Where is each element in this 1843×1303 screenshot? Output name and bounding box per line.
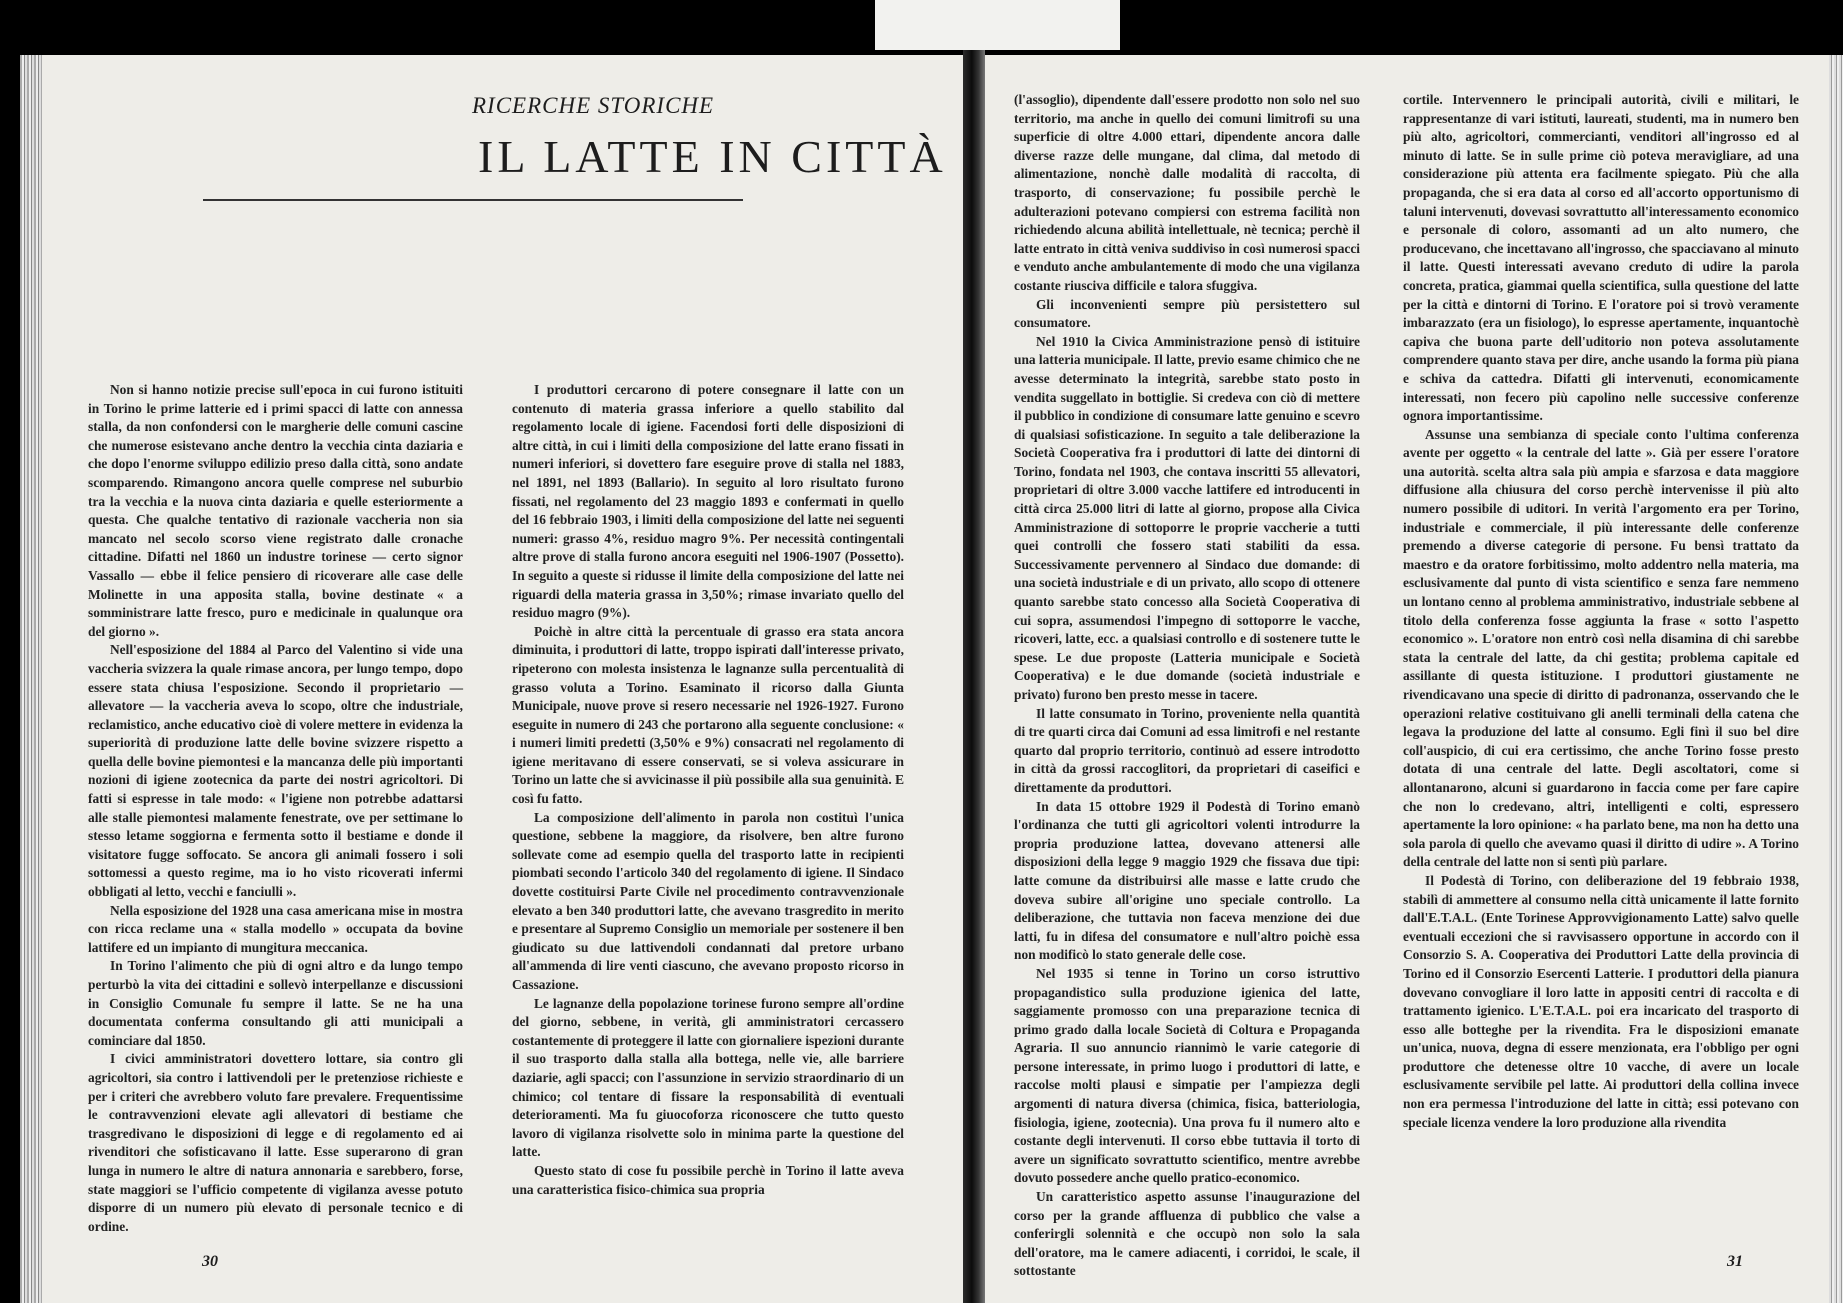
section-label: RICERCHE STORICHE: [472, 93, 715, 118]
paragraph: Questo stato di cose fu possibile perchè in Torino il latte aveva una caratteristica fisico-chimica sua propria: [512, 1162, 904, 1197]
title-rule: [203, 199, 743, 201]
paragraph: Il latte consumato in Torino, proveniente nella quantità di tre quarti circa dai Comuni ad essa limitrofi e nel restante quarto dal proprio territorio, continuò ad essere introdotto in città da grossi raccoglitori, da proprietari di caseifici e direttamente da produttori.: [1014, 705, 1360, 795]
article-title: IL LATTE IN CITTÀ: [478, 131, 947, 182]
paragraph: (l'assoglio), dipendente dall'essere prodotto non solo nel suo territorio, ma anche in quello dei comuni limitrofi su una superficie di oltre 4.000 ettari, dipendente ancora dalle diverse razze delle mungane, dal clima, dal metodo di alimentazione, nonchè dalle modalità di raccolta, di trasporto, di conservazione; fu possibile perchè le adulterazioni potevano compiersi con estrema facilità non richiedendo alcuna abilità intellettuale, nè tecnica; perchè il latte entrato in città veniva suddiviso in così numerosi spacci e venduto anche ambulantemente di modo che una vigilanza costante riusciva difficile e talora sfuggiva.: [1014, 92, 1360, 293]
paragraph: La composizione dell'alimento in parola non costituì l'unica questione, sebbene la maggiore, da risolvere, ben altre furono sollevate come ad esempio quella del trasporto latte in recipienti piombati secondo l'articolo 340 del regolamento di igiene. Il Sindaco dovette costituirsi Parte Civile nel procedimento contravvenzionale elevato a ben 340 produttori latte, che avevano trasgredito in merito e presentare al Supremo Consiglio un memoriale per sostenere il ben giudicato su due lattivendoli condannati dal pretore urbano all'ammenda di lire venti ciascuno, che avevano proposto ricorso in Cassazione.: [512, 809, 904, 992]
paragraph: In Torino l'alimento che più di ogni altro e da lungo tempo perturbò la vita dei cittadini e sollevò interpellanze e discussioni in Consiglio Comunale fu sempre il latte. Se ne ha una documentata conferma consultando gli atti municipali a cominciare dal 1850.: [88, 958, 463, 1048]
paragraph: Nella esposizione del 1928 una casa americana mise in mostra con ricca reclame una « stalla modello » occupata da bovine lattifere ed un impianto di mungitura meccanica.: [88, 902, 463, 955]
paragraph: Nell'esposizione del 1884 al Parco del Valentino si vide una vaccheria svizzera la quale rimase ancora, per lungo tempo, dopo essere stata chiusa l'esposizione. Secondo il proprietario — allevatore — la vaccheria aveva lo scopo, oltre che industriale, reclamistico, anche educativo cioè di volere mettere in evidenza la superiorità di produzione latte delle bovine svizzere rispetto a quella delle bovine piemontesi e la mancanza delle più importanti nozioni di igiene zootecnica da parte dei nostri agricoltori. Di fatti si espresse in tale modo: « l'igiene non potrebbe adattarsi alle stalle piemontesi malamente fenestrate, ove per settimane lo stesso letame soggiorna e fermenta sotto il bestiame e donde il visitatore fugge soffocato. Se ancora gli animali fossero i soli sottomessi a questo regime, ma io ho visto ricoverati infermi obbligati al letto, vecchi e fanciulli ».: [88, 642, 463, 900]
paragraph: cortile. Intervennero le principali autorità, civili e militari, le rappresentanze di vari istituti, laureati, studenti, ma in numero ben più alto, agricoltori, commercianti, venditori all'ingrosso ed al minuto di latte. Se in sulle prime ciò poteva meravigliare, ad una considerazione più attenta era facilmente spiegato. Più che alla propaganda, che si era data al corso ed all'accorto opportunismo di taluni intervenuti, dovevasi sovrattutto all'interessamento economico e personale di coloro, assomanti ad un alto numero, che producevano, che incettavano all'ingrosso, che spacciavano al minuto il latte. Questi interessati avevano creduto di udire la parola concreta, pratica, giammai quella scientifica, sulla questione del latte per la città e dintorni di Torino. E l'oratore poi si trovò veramente imbarazzato (era un fisiologo), lo espresse apertamente, inquantochè capiva che buona parte dell'uditorio non poteva assolutamente comprendere quanto stava per dire, anche usando la forma più piana e schiva da cattedra. Difatti gli intervenuti, economicamente interessati, non fecero più capolino nelle successive conferenze ognora importantissime.: [1403, 92, 1799, 424]
paragraph: Poichè in altre città la percentuale di grasso era stata ancora diminuita, i produttori di latte, troppo ispirati dall'interesse privato, ripeterono con molesta insistenza le lagnanze sulla percentualità di grasso voluta a Torino. Esaminato il ricorso dalla Giunta Municipale, nuove prove si resero necessarie nel 1926-1927. Furono eseguite in numero di 243 che portarono alla seguente conclusione: « i numeri limiti predetti (3,50% e 9%) consacrati nel regolamento di igiene meritavano di essere conservati, se si voleva assicurare in Torino un latte che si avvicinasse il più possibile alla sua genuinità. E così fu fatto.: [512, 623, 905, 807]
paragraph: Gli inconvenienti sempre più persistettero sul consumatore.: [1014, 296, 1360, 331]
right-column-2: [1403, 91, 1799, 1132]
paragraph: Nel 1910 la Civica Amministrazione pensò di istituire una latteria municipale. Il latte, previo esame chimico che ne avesse determinato la integrità, sarebbe stato posto in vendita suggellato in bottiglie. Si credeva con ciò di mettere il pubblico in condizione di consumare latte genuino e scevro di qualsiasi sofisticazione. In seguito a tale deliberazione la Società Cooperativa fra i produttori di latte dei dintorni di Torino, fondata nel 1903, che contava inscritti 55 allevatori, proprietari di oltre 3.000 vacche lattifere ed introducenti in città circa 25.000 litri di latte al giorno, propose alla Civica Amministrazione di sottoporre le proprie vaccherie a tutti quei controlli che fossero stati stabiliti da essa. Successivamente pervennero al Sindaco due domande: di una società industriale e di un privato, allo scopo di ottenere quanto sarebbe stato concesso alla Società Cooperativa di cui sopra, assumendosi l'impegno di sottoporre le vacche, ricoveri, latte, ecc. a qualsiasi controllo e di sostenere tutte le spese. Le due proposte (Latteria municipale e Società Cooperativa) e le due domande (società industriale e privato) furono ben presto messe in tacere.: [1014, 333, 1360, 702]
page-number: 30: [202, 1253, 218, 1270]
paragraph: I produttori cercarono di potere consegnare il latte con un contenuto di materia grassa inferiore a quello stabilito dal regolamento locale di igiene. Facendosi forti delle disposizioni di altre città, in cui i limiti della composizione del latte erano fissati in numeri inferiori, si dovettero fare eseguire prove di stalla nel 1883, nel 1891, nel 1893 (Ballario). In seguito al loro risultato furono fissati, nel regolamento del 23 maggio 1893 e confermati in quello del 16 febbraio 1903, i limiti della composizione del latte nei seguenti numeri: grasso 4%, residuo magro 9%. Per necessità contingentali altre prove di stalla furono ancora eseguiti nel 1906-1907 (Possetto). In seguito a queste si ridusse il limite della composizione del latte nei riguardi della materia grassa in 3,50%; rimase invariato quello del residuo magro (9%).: [512, 382, 904, 621]
page-edge: [1829, 55, 1843, 1303]
paragraph: Il Podestà di Torino, con deliberazione del 19 febbraio 1938, stabilì di ammettere al consumo nella città unicamente il latte fornito dall'E.T.A.L. (Ente Torinese Approvvigionamento Latte) salvo quelle eventuali eccezioni che si ravvisassero opportune in accordo con il Consorzio S. A. Cooperativa dei Produttori Latte della provincia di Torino ed il Consorzio Esercenti Latterie. I produttori della pianura dovevano convogliare il loro latte in appositi centri di raccolta e di trattamento igienico. L'E.T.A.L. poi era incaricato del trasporto di esso alle botteghe per la rivendita. Fra le disposizioni emanate un'unica, nuova, degna di essere menzionata, era l'obbligo per ogni produttore che detenesse oltre 10 vacche, di avere un locale esclusivamente servibile pel latte. Ai produttori della collina invece non era permessa l'introduzione del latte in città; essi potevano con speciale licenza vendere la loro produzione alla rivendita: [1403, 872, 1799, 1130]
paragraph: In data 15 ottobre 1929 il Podestà di Torino emanò l'ordinanza che tutti gli agricoltori volenti introdurre la propria produzione lattea, dovevano attenersi alle disposizioni della legge 9 maggio 1929 che fissava due tipi: latte comune da distribuirsi alle masse e latte crudo che doveva subire all'origine uno speciale controllo. La deliberazione, che tuttavia non faceva menzione dei due latti, fu in difesa del consumatore e null'altro poichè essa non modificò lo stato generale delle cose.: [1014, 798, 1360, 963]
page-number: 31: [1727, 1253, 1743, 1270]
right-column-1: [1014, 91, 1360, 1281]
left-column-1: [88, 381, 463, 1236]
left-page: [20, 55, 963, 1303]
paragraph: Non si hanno notizie precise sull'epoca in cui furono istituiti in Torino le prime latterie ed i primi spacci di latte con annessa stalla, da non confondersi con le margherie delle comuni cascine che numerose esistevano anche dentro la vecchia cinta daziaria e che dopo l'enorme sviluppo edilizio preso dalla città, sono andate scomparendo. Rimangono ancora quelle comprese nel suburbio tra la vecchia e la nuova cinta daziaria e quelle esteriormente a questa. Che qualche tentativo di razionale vaccheria non sia mancato nel secolo scorso viene registrato dalle cronache cittadine. Difatti nel 1860 un industre torinese — certo signor Vassallo — ebbe il felice pensiero di ricoverare alle case delle Molinette in una apposita stalla, bovine destinate « a somministrare latte fresco, puro e medicinale in qualunque ora del giorno ».: [88, 382, 463, 639]
left-column-2: [512, 381, 904, 1199]
right-page: [985, 55, 1843, 1303]
paragraph: Nel 1935 si tenne in Torino un corso istruttivo propagandistico sulla produzione igienica del latte, saggiamente promosso con una preparazione tecnica di primo grado dalla locale Società di Coltura e Propaganda Agraria. Il suo annuncio riannimò le varie categorie di persone interessate, in primo luogo i produttori di latte, e raccolse molti plausi e simpatie per l'ampiezza degli argomenti di natura diversa (chimica, fisica, batteriologia, fisiologia, igiene, zootecnia). Una prova fu il numero alto e costante degli intervenuti. Il corso ebbe tuttavia il torto di avere un significato sovrattutto scientifico, mentre avrebbe dovuto possedere anche quello pratico-economico.: [1014, 965, 1360, 1186]
scan-background: [875, 0, 1120, 50]
page-edge: [20, 55, 42, 1303]
paragraph: Le lagnanze della popolazione torinese furono sempre all'ordine del giorno, sebbene, in verità, gli amministratori cercassero costantemente di proteggere il latte con giornaliere ispezioni durante il suo trasporto dalla stalla alla bottega, nelle vie, alle barriere daziarie, agli spacci; con l'assunzione in servizio straordinario di un chimico; col tentare di fissare la responsabilità di eventuali deterioramenti. Ma fu giuocoforza riconoscere che tutto questo lavoro di vigilanza risolvette solo in minima parte la questione del latte.: [512, 995, 904, 1160]
paragraph: Assunse una sembianza di speciale conto l'ultima conferenza avente per oggetto « la centrale del latte ». Già per essere l'oratore una autorità. scelta altra sala più ampia e sfarzosa e data maggiore diffusione alla chiusura del corso perchè intervenisse il più alto numero possibile di uditori. In verità l'argomento era per Torino, industriale e commerciale, il più interessante delle conferenze premendo a diverse categorie di persone. Fu bensì trattato da maestro e da oratore forbitissimo, molto addentro nella materia, ma esclusivamente dal punto di vista scientifico e senza fare nemmeno un lontano cenno al problema amministrativo, industriale sebbene al titolo della conferenza fosse aggiunta la frase « sotto l'aspetto economico ». L'oratore non entrò così nella disamina di chi sarebbe stata la centrale del latte, da chi gestita; problema capitale ed assillante di questa istituzione. I produttori giustamente ne rivendicavano una specie di diritto di padronanza, osservando che le operazioni relative costituivano gli anelli terminali della catena che legava la produzione del latte al consumo. Egli finì il suo bel dire coll'auspicio, di cui era certissimo, che anche Torino fosse presto dotata di una centrale del latte. Degli ascoltatori, come si allontanarono, alcuni si guardarono in faccia come per fare capire che non lo credevano, altri, intelligenti e colti, espressero apertamente la loro opinione: « ha parlato bene, ma non ha detto una sola parola di quello che avevamo quasi il diritto di udire ». A Torino della centrale del latte non si sentì più parlare.: [1403, 426, 1799, 870]
book-gutter: [963, 50, 985, 1303]
paragraph: Un caratteristico aspetto assunse l'inaugurazione del corso per la grande affluenza di pubblico che valse a conferirgli solennità e che occupò non solo la sala dell'oratore, ma le camere adiacenti, i corridoi, le scale, il sottostante: [1014, 1189, 1360, 1279]
paragraph: I civici amministratori dovettero lottare, sia contro gli agricoltori, sia contro i lattivendoli per le pretenziose richieste e per i criteri che avrebbero voluto fare prevalere. Frequentissime le contravvenzioni elevate agli allevatori di bestiame che trasgredivano le disposizioni di legge e di regolamento ed ai rivenditori che sofisticavano il latte. Esse superarono di gran lunga in numero le altre di natura annonaria e sarebbero, forse, state maggiori se l'ufficio competente di vigilanza avesse potuto disporre di un numero più elevato di personale tecnico e di ordine.: [88, 1051, 463, 1234]
